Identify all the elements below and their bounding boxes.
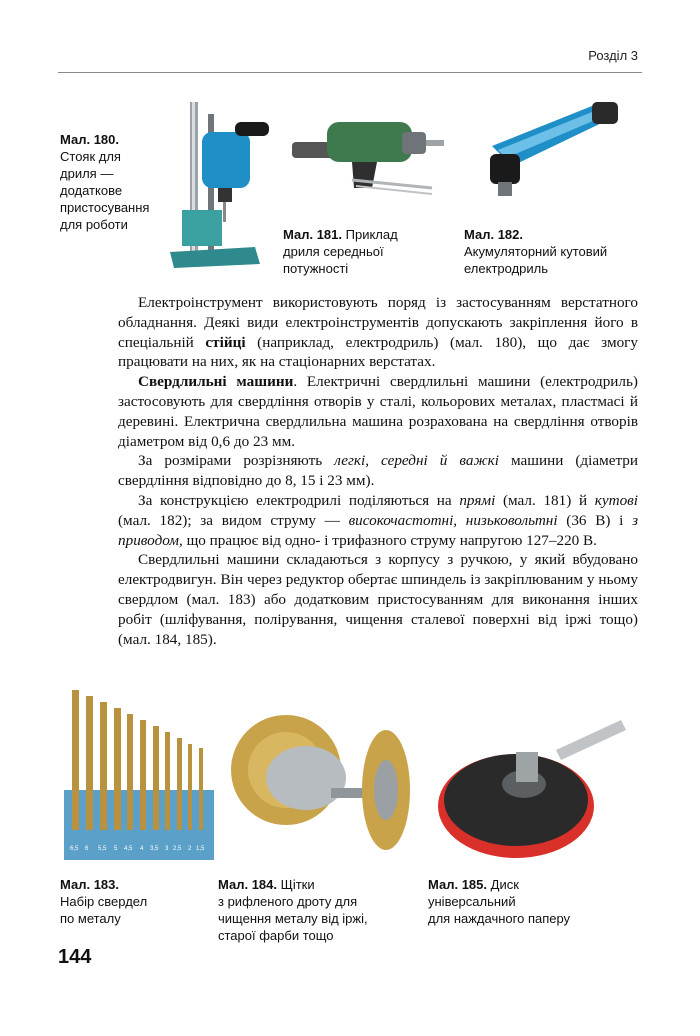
figure-183-caption — [60, 876, 200, 927]
figure-182-number: Мал. 182. — [464, 227, 524, 242]
figure-183-number: Мал. 183. — [60, 877, 120, 892]
figure-184-caption — [218, 876, 408, 944]
caption-line: з рифленого дроту для — [218, 894, 358, 909]
figure-185-image — [436, 706, 636, 866]
bit-label: 5,5 — [98, 846, 107, 852]
caption-line: для роботи — [60, 217, 128, 232]
caption-line: Щітки — [280, 877, 315, 892]
figure-181-caption — [283, 226, 443, 277]
bit-label: 3,5 — [150, 846, 159, 852]
paragraph-2: Свердлильні машини. Електричні свердлильні машини (електродриль) застосовують для свердління отворів у сталі, кольорових металах, пластмасі й деревині. Електрична свердлильна машина розрахована на свердління отворів діаметром від 0,6 до 23 мм. — [118, 373, 638, 450]
figure-180-caption — [60, 131, 180, 233]
figure-185-number: Мал. 185. — [428, 877, 488, 892]
caption-line: пристосування — [60, 200, 150, 215]
figure-180-number: Мал. 180. — [60, 132, 120, 147]
figure-181-number: Мал. 181. — [283, 227, 343, 242]
bit-label: 5 — [114, 846, 118, 852]
paragraph-4: За конструкцією електродрилі поділяються на прямі (мал. 181) й кутові (мал. 182); за видом струму — високочастотні, низьковольтні (36 В) і з приводом, що працює від одно- і трифазного струму напругою 127–220 В. — [118, 491, 638, 549]
bit-label: 4 — [140, 846, 144, 852]
caption-line: Приклад — [345, 227, 398, 242]
bit-label: 6 — [85, 846, 89, 852]
caption-line: по металу — [60, 911, 121, 926]
header-rule — [58, 72, 642, 73]
paragraph-5: Свердлильні машини складаються з корпусу з ручкою, у який вбудовано електродвигун. Він через редуктор обертає шпиндель із закріплюваним у ньому свердлом (мал. 183) або додатковим пристосуванням для виконання інших робіт (шліфування, полірування, чищення сталевої поверхні від іржі тощо) (мал. 184, 185). — [118, 551, 638, 648]
bit-label: 2,5 — [173, 846, 182, 852]
figure-184-image — [226, 700, 421, 860]
section-header: Розділ 3 — [588, 48, 638, 63]
body-text — [118, 293, 638, 649]
bit-label: 4,5 — [124, 846, 133, 852]
caption-line: додаткове — [60, 183, 123, 198]
caption-line: універсальний — [428, 894, 516, 909]
figure-181-image — [282, 110, 452, 200]
figure-185-caption — [428, 876, 618, 927]
figure-184-number: Мал. 184. — [218, 877, 278, 892]
caption-line: потужності — [283, 261, 349, 276]
caption-line: електродриль — [464, 261, 549, 276]
figure-182-caption — [464, 226, 644, 277]
bit-label: 1,5 — [196, 846, 205, 852]
caption-line: Набір свердел — [60, 894, 148, 909]
caption-line: Стояк для — [60, 149, 121, 164]
bit-label: 6,5 — [70, 846, 79, 852]
figure-183-image — [64, 690, 219, 870]
caption-line: дриля середньої — [283, 244, 384, 259]
figure-182-image — [472, 96, 632, 206]
caption-line: чищення металу від іржі, — [218, 911, 368, 926]
caption-line: для наждачного паперу — [428, 911, 571, 926]
caption-line: старої фарби тощо — [218, 928, 334, 943]
caption-line: Акумуляторний кутовий — [464, 244, 608, 259]
caption-line: дриля — — [60, 166, 114, 181]
caption-line: Диск — [490, 877, 519, 892]
paragraph-1: Електроінструмент використовують поряд із застосуванням верстатного обладнання. Деякі види електроінструментів допускають закріплення його в спеціальній стійці (наприклад, електродриль) (мал. 180), що дає змогу працювати на них, як на стаціонарних верстатах. — [118, 294, 638, 371]
bit-label: 2 — [188, 846, 192, 852]
paragraph-3: За розмірами розрізняють легкі, середні й важкі машини (діаметри свердління відповідно до 8, 15 і 23 мм). — [118, 452, 639, 490]
bit-label: 3 — [165, 846, 169, 852]
page-number: 144 — [58, 946, 92, 968]
